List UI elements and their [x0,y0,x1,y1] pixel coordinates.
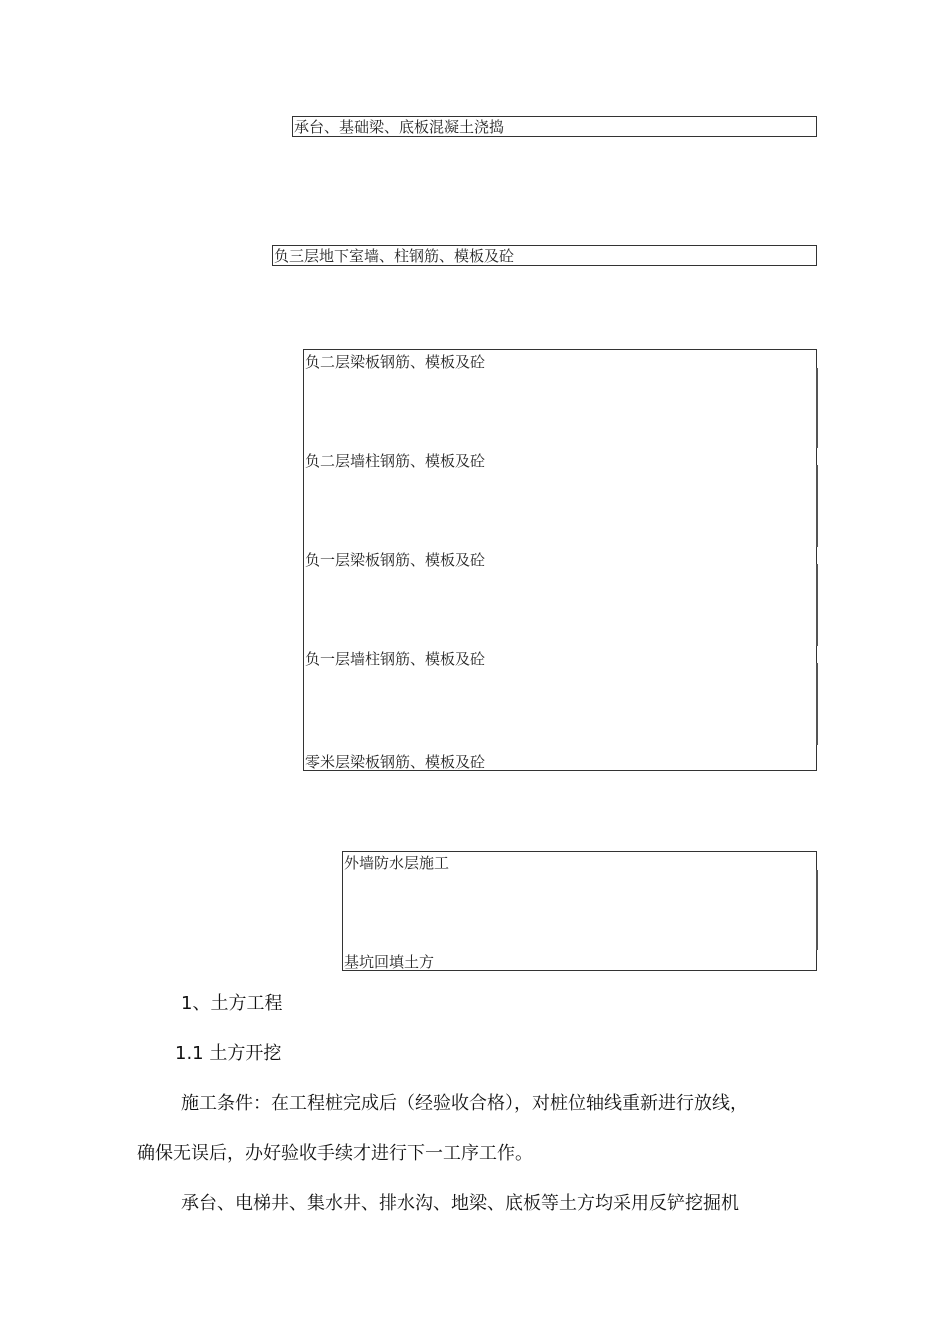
subsection-heading: 1.1 土方开挖 [175,1043,282,1064]
flow-box-label: 负三层地下室墙、柱钢筋、模板及砼 [274,247,515,265]
flow-box-foundation-pour [292,116,817,137]
section-heading: 1、土方工程 [181,993,283,1014]
flow-box-basement-b3 [272,245,817,266]
paragraph-line: 施工条件：在工程桩完成后（经验收合格），对桩位轴线重新进行放线， [181,1093,748,1114]
flow-box-label: 承台、基础梁、底板混凝土浇捣 [294,118,505,136]
flow-box-label: 零米层梁板钢筋、模板及砼 [305,753,486,771]
flow-box-floors-group [303,349,817,771]
paragraph-line: 承台、电梯井、集水井、排水沟、地梁、底板等土方均采用反铲挖掘机 [181,1193,739,1214]
flow-box-label: 外墙防水层施工 [344,854,450,872]
border-tick [816,564,818,646]
border-tick [816,663,818,745]
flow-box-label: 负一层梁板钢筋、模板及砼 [305,551,486,569]
paragraph-line: 确保无误后，办好验收手续才进行下一工序工作。 [137,1143,533,1164]
flow-box-label: 负二层梁板钢筋、模板及砼 [305,353,486,371]
flow-box-waterproof-backfill [342,851,817,971]
flow-box-label: 负二层墙柱钢筋、模板及砼 [305,452,486,470]
border-tick [816,368,818,448]
border-tick [816,870,818,950]
flow-box-label: 负一层墙柱钢筋、模板及砼 [305,650,486,668]
flow-box-label: 基坑回填土方 [344,953,435,971]
border-tick [816,465,818,547]
